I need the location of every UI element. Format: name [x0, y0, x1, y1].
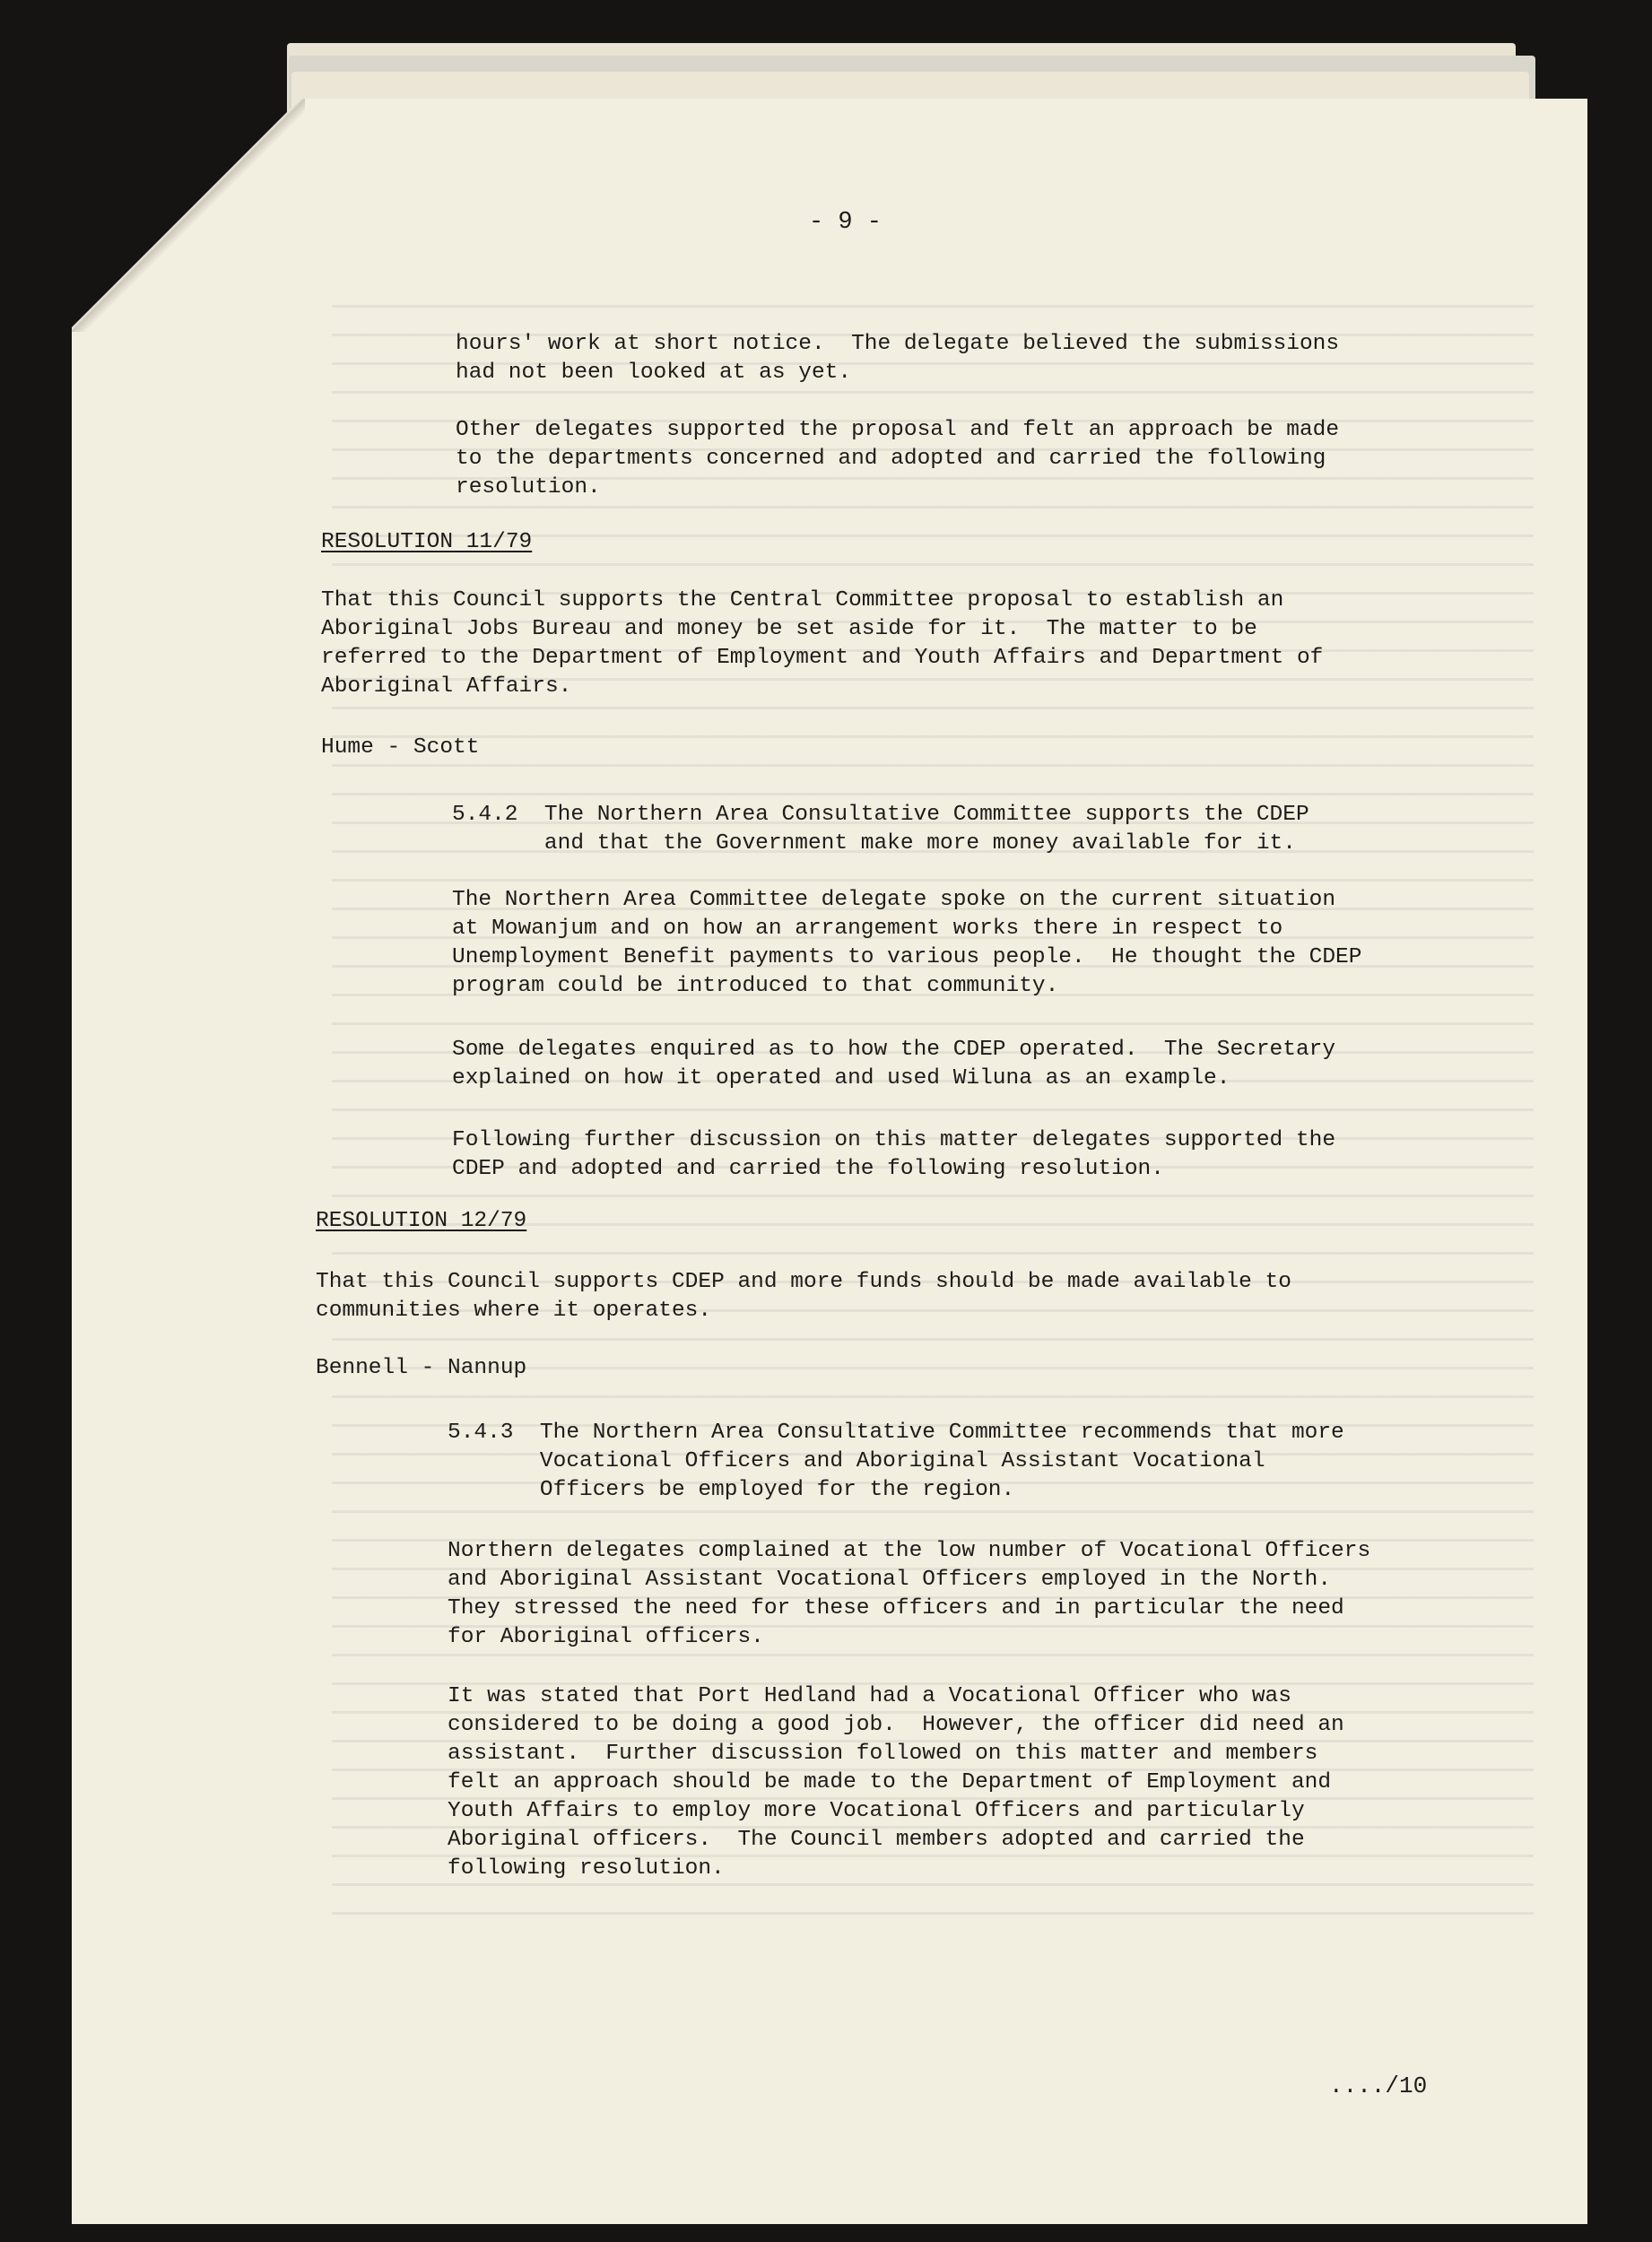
resolution-movers: Bennell - Nannup [316, 1356, 527, 1380]
intro-paragraph: Other delegates supported the proposal and felt an approach be made to the departments concerned and adopted and carried the following resolution. [456, 418, 1340, 500]
continued-marker: ..../10 [1329, 2073, 1428, 2099]
page-number: - 9 - [809, 209, 883, 236]
resolution-heading: RESOLUTION 11/79 [321, 530, 533, 554]
discussion-paragraph: Following further discussion on this matter delegates supported the CDEP and adopted and carried the following resolution. [452, 1128, 1336, 1181]
intro-paragraph: hours' work at short notice. The delegate believed the submissions had not been looked at as yet. [456, 332, 1340, 385]
resolution-text: That this Council supports the Central Committee proposal to establish an Aboriginal Jobs Bureau and money be set aside for it. The matter to be referred to the Department of Employment and Youth Affairs and Department of Aboriginal Affairs. [321, 588, 1324, 699]
resolution-heading: RESOLUTION 12/79 [316, 1209, 527, 1233]
discussion-paragraph: Some delegates enquired as to how the CDEP operated. The Secretary explained on how it operated and used Wiluna as an example. [452, 1038, 1336, 1091]
agenda-item: 5.4.3 The Northern Area Consultative Committee recommends that more Vocational Officers and Aboriginal Assistant Vocational Officers be employed for the region. [448, 1421, 1344, 1502]
discussion-paragraph: It was stated that Port Hedland had a Vocational Officer who was considered to be doing a good job. However, the officer did need an assistant. Further discussion followed on this matter and members felt an approach should be made to the Department of Employment and Youth Affairs to employ more Vocational Officers and particularly Aboriginal officers. The Council members adopted and carried the following resolution. [448, 1684, 1344, 1881]
discussion-paragraph: Northern delegates complained at the low number of Vocational Officers and Aboriginal Assistant Vocational Officers employed in the North. They stressed the need for these officers and in particular the need for Aboriginal officers. [448, 1539, 1371, 1649]
resolution-text: That this Council supports CDEP and more funds should be made available to communities where it operates. [316, 1270, 1291, 1323]
discussion-paragraph: The Northern Area Committee delegate spoke on the current situation at Mowanjum and on how an arrangement works there in respect to Unemployment Benefit payments to various people. He thought the CDEP program could be introduced to that community. [452, 888, 1362, 998]
agenda-item: 5.4.2 The Northern Area Consultative Committee supports the CDEP and that the Government make more money available for it. [452, 803, 1309, 856]
resolution-movers: Hume - Scott [321, 735, 480, 760]
